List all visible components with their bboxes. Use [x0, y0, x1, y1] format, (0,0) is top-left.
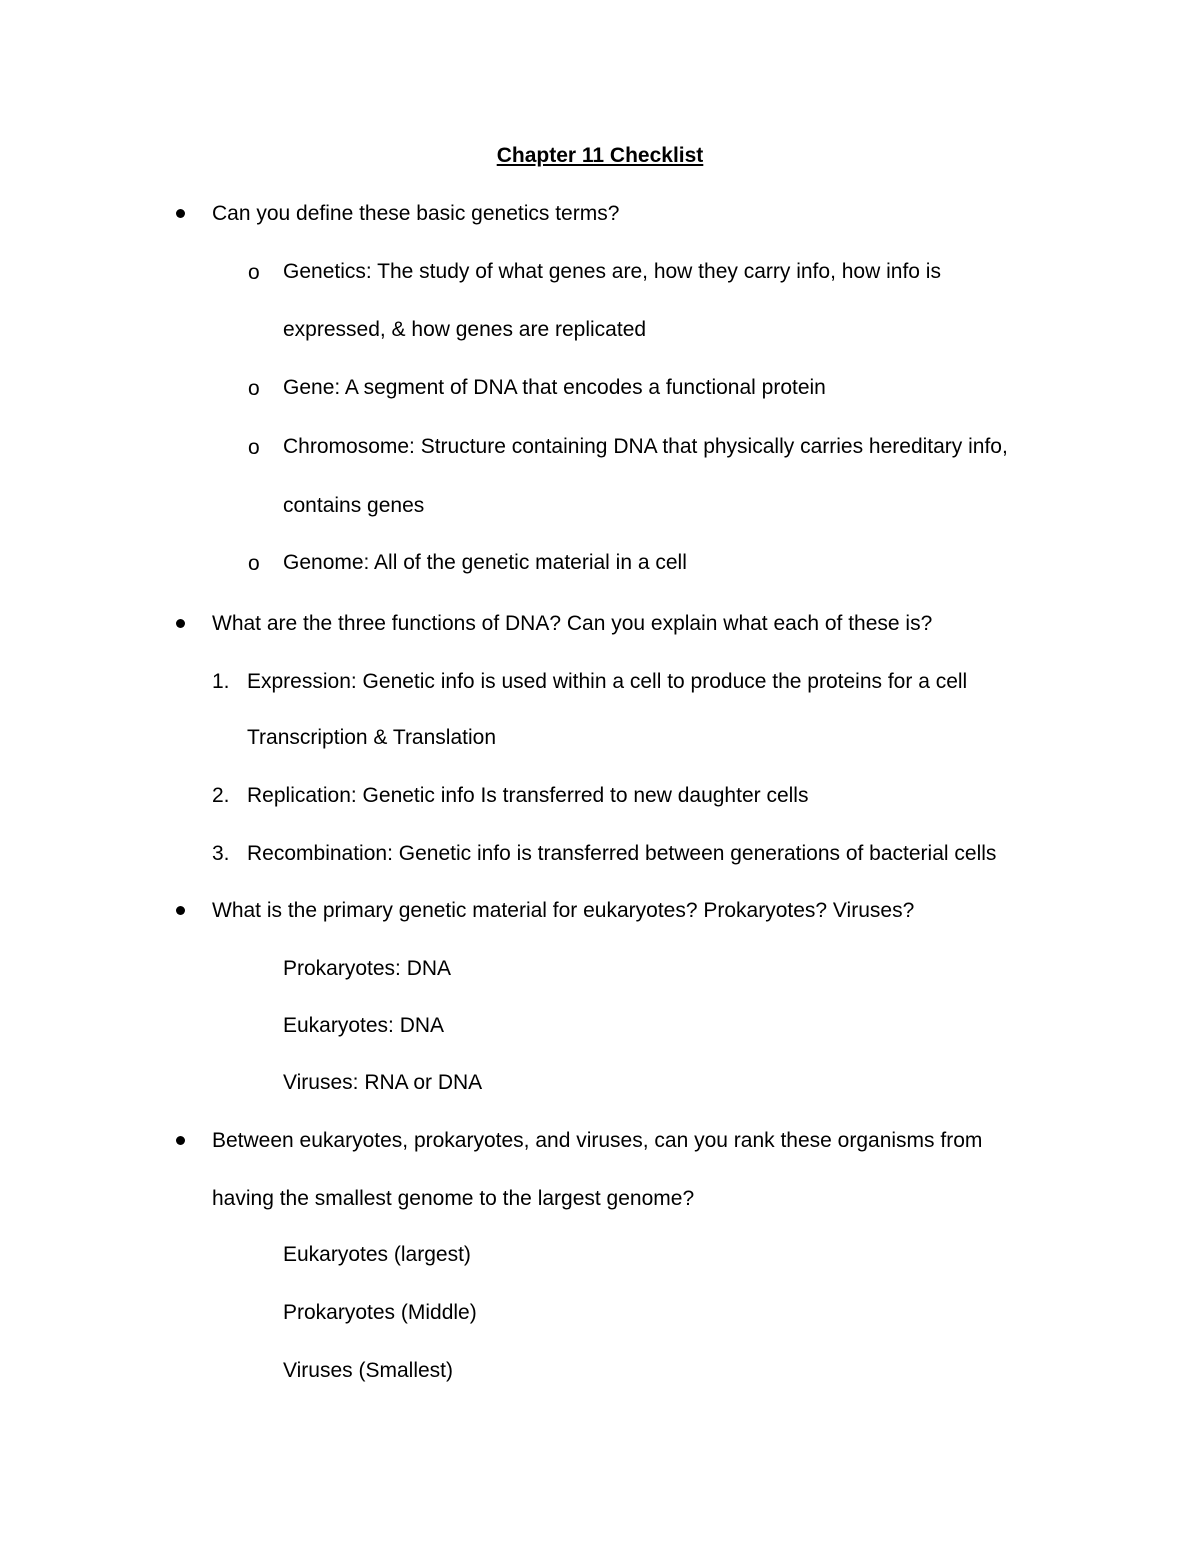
- sub-bullet-icon: o: [248, 377, 260, 400]
- question-3: What is the primary genetic material for eukaryotes? Prokaryotes? Viruses?: [212, 899, 915, 922]
- term-genome: Genome: All of the genetic material in a cell: [283, 551, 687, 574]
- question-4: Between eukaryotes, prokaryotes, and viruses, can you rank these organisms from: [212, 1129, 983, 1152]
- list-number: 3.: [212, 842, 230, 865]
- bullet-icon: [176, 209, 185, 218]
- function-replication: Replication: Genetic info Is transferred to new daughter cells: [247, 784, 809, 807]
- page-title: Chapter 11 Checklist: [496, 144, 704, 167]
- question-4-cont: having the smallest genome to the largest genome?: [212, 1187, 695, 1210]
- term-genetics: Genetics: The study of what genes are, how they carry info, how info is: [283, 260, 941, 283]
- bullet-icon: [176, 619, 185, 628]
- term-genetics-cont: expressed, & how genes are replicated: [283, 318, 647, 341]
- function-expression: Expression: Genetic info is used within a cell to produce the proteins for a cell: [247, 670, 968, 693]
- answer-prokaryotes: Prokaryotes: DNA: [283, 957, 452, 980]
- bullet-icon: [176, 906, 185, 915]
- function-expression-cont: Transcription & Translation: [247, 726, 496, 749]
- sub-bullet-icon: o: [248, 436, 260, 459]
- list-number: 1.: [212, 670, 230, 693]
- term-chromosome-cont: contains genes: [283, 494, 425, 517]
- term-gene: Gene: A segment of DNA that encodes a functional protein: [283, 376, 826, 399]
- sub-bullet-icon: o: [248, 261, 260, 284]
- bullet-icon: [176, 1136, 185, 1145]
- rank-prokaryotes: Prokaryotes (Middle): [283, 1301, 477, 1324]
- question-2: What are the three functions of DNA? Can you explain what each of these is?: [212, 612, 933, 635]
- function-recombination: Recombination: Genetic info is transferred between generations of bacterial cells: [247, 842, 997, 865]
- question-1: Can you define these basic genetics terms?: [212, 202, 620, 225]
- term-chromosome: Chromosome: Structure containing DNA that physically carries hereditary info,: [283, 435, 1008, 458]
- sub-bullet-icon: o: [248, 552, 260, 575]
- rank-eukaryotes: Eukaryotes (largest): [283, 1243, 471, 1266]
- answer-viruses: Viruses: RNA or DNA: [283, 1071, 483, 1094]
- list-number: 2.: [212, 784, 230, 807]
- answer-eukaryotes: Eukaryotes: DNA: [283, 1014, 445, 1037]
- rank-viruses: Viruses (Smallest): [283, 1359, 453, 1382]
